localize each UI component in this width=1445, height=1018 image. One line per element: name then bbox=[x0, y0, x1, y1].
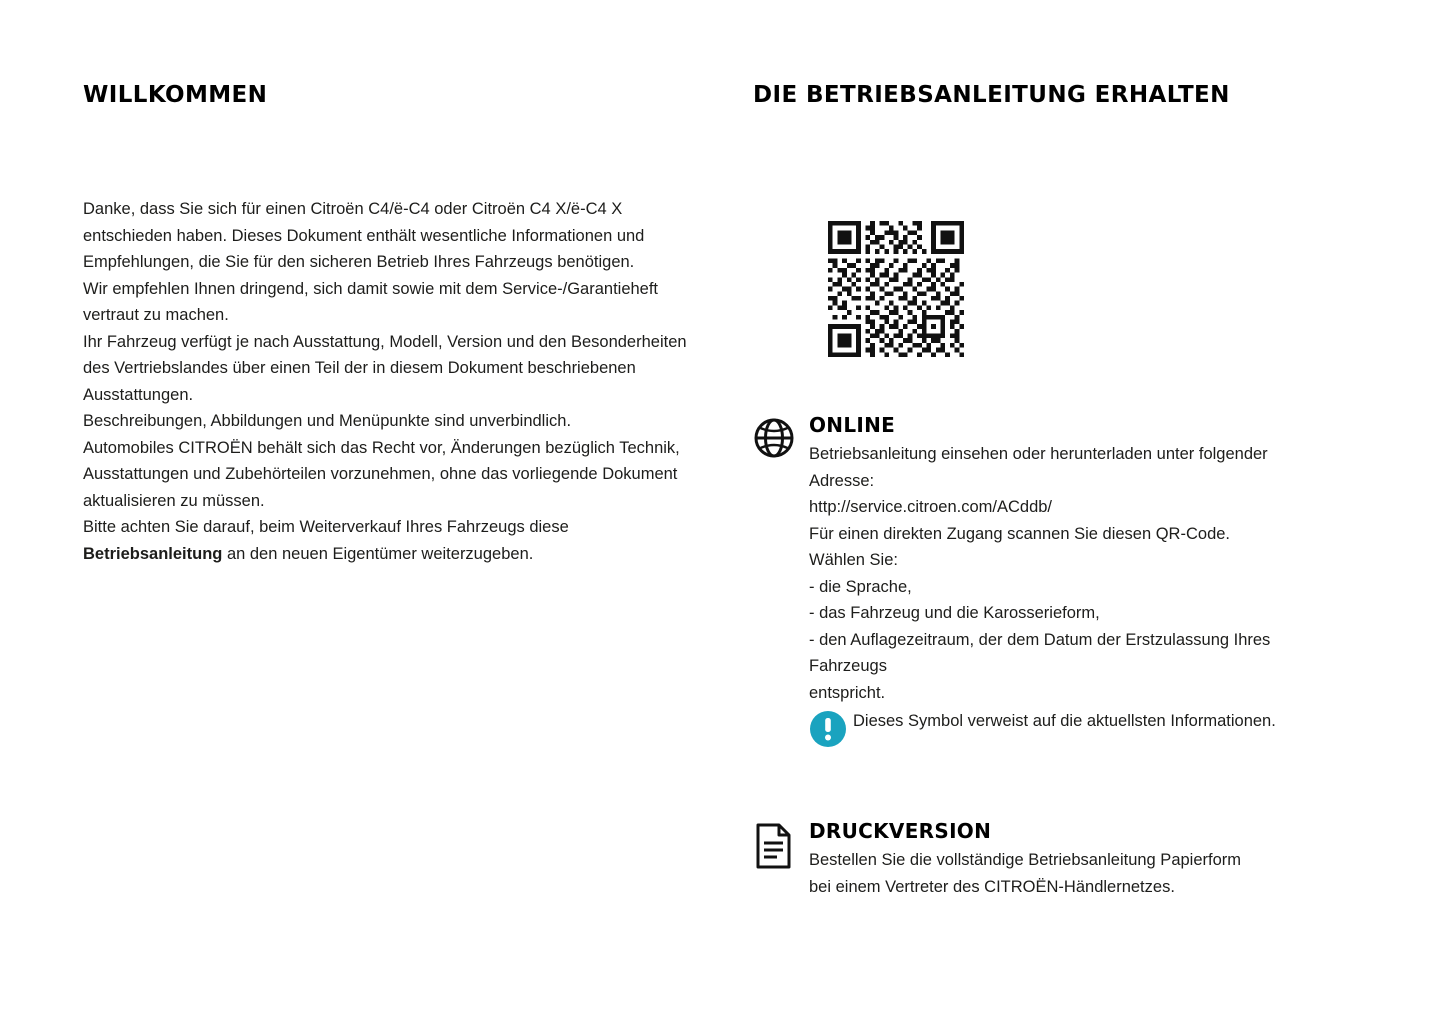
online-line-9: Fahrzeugs bbox=[809, 657, 887, 675]
document-icon bbox=[753, 819, 809, 869]
welcome-paragraph-5: Automobiles CITROËN behält sich das Recht vor, Änderungen bezüglich Technik, Ausstattungen und Zubehörteilen vorzunehmen, ohne das vorliegende Dokument aktualisieren zu müssen. bbox=[83, 438, 680, 510]
welcome-paragraph-2: Wir empfehlen Ihnen dringend, sich damit sowie mit dem Service-/Garantieheft vertraut zu machen. bbox=[83, 279, 659, 324]
welcome-paragraph-3: Ihr Fahrzeug verfügt je nach Ausstattung, Modell, Version und den Besonderheiten des Vertriebslandes über einen Teil der in diesem Dokument beschriebenen Ausstattungen. bbox=[83, 332, 687, 404]
exclamation-circle-icon bbox=[809, 708, 853, 753]
print-line-2: bei einem Vertreter des CITROËN-Händlernetzes. bbox=[809, 877, 1175, 896]
print-line-1: Bestellen Sie die vollständige Betriebsanleitung Papierform bbox=[809, 851, 1242, 869]
print-block bbox=[753, 819, 1363, 900]
welcome-paragraph-1: Danke, dass Sie sich für einen Citroën C4/ë-C4 oder Citroën C4 X/ë-C4 X entschieden haben. Dieses Dokument enthält wesentliche Informationen und Empfehlungen, die Sie für den sicheren Betrieb Ihres Fahrzeugs benötigen. bbox=[83, 200, 645, 271]
manual-access-section bbox=[753, 82, 1363, 900]
print-text bbox=[809, 847, 1363, 900]
online-line-10: entspricht. bbox=[809, 683, 886, 702]
exclamation-circle-icon-svg bbox=[809, 710, 847, 748]
online-block bbox=[753, 413, 1363, 753]
note-line-1: Dieses Symbol verweist auf die aktuellsten bbox=[853, 712, 1166, 730]
note-line-2: Informationen. bbox=[1170, 712, 1276, 730]
welcome-paragraph-6-text: Bitte achten Sie darauf, beim Weiterverkauf Ihres Fahrzeugs diese bbox=[83, 518, 569, 536]
online-title: ONLINE bbox=[809, 413, 896, 437]
qr-code bbox=[828, 221, 1363, 357]
welcome-body bbox=[83, 196, 698, 567]
print-title: DRUCKVERSION bbox=[809, 819, 992, 843]
qr-code-image bbox=[828, 221, 964, 357]
note-block bbox=[809, 708, 1363, 753]
online-line-1: Betriebsanleitung einsehen oder herunterladen unter folgender bbox=[809, 445, 1268, 463]
online-line-4: Für einen direkten Zugang scannen Sie diesen QR-Code. bbox=[809, 524, 1230, 543]
online-url[interactable]: http://service.citroen.com/ACddb/ bbox=[809, 498, 1053, 516]
online-line-7: - das Fahrzeug und die Karosserieform, bbox=[809, 604, 1100, 622]
print-body bbox=[809, 819, 1363, 900]
welcome-section bbox=[83, 82, 703, 567]
note-text bbox=[853, 708, 1276, 735]
online-line-5: Wählen Sie: bbox=[809, 551, 898, 569]
document-icon-svg bbox=[753, 823, 793, 869]
manual-bold-term: Betriebsanleitung bbox=[83, 544, 223, 563]
welcome-paragraph-6 bbox=[83, 514, 698, 567]
welcome-title: WILLKOMMEN bbox=[83, 82, 268, 108]
online-line-2: Adresse: bbox=[809, 471, 875, 490]
welcome-paragraph-4: Beschreibungen, Abbildungen und Menüpunkte sind unverbindlich. bbox=[83, 412, 572, 430]
globe-icon-svg bbox=[753, 417, 795, 459]
online-line-8: - den Auflagezeitraum, der dem Datum der Erstzulassung Ihres bbox=[809, 630, 1271, 649]
globe-icon bbox=[753, 413, 809, 459]
manual-access-title: DIE BETRIEBSANLEITUNG ERHALTEN bbox=[753, 82, 1230, 108]
online-body bbox=[809, 413, 1363, 753]
welcome-paragraph-6-tail: an den neuen Eigentümer weiterzugeben. bbox=[222, 544, 534, 563]
online-text bbox=[809, 441, 1363, 706]
online-line-6: - die Sprache, bbox=[809, 577, 912, 596]
